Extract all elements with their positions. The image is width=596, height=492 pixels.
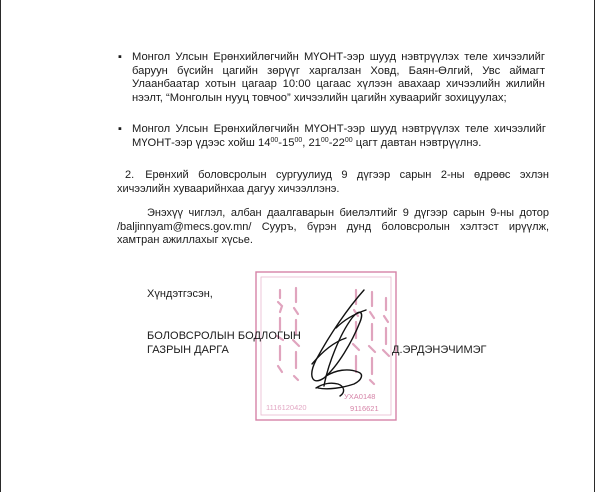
paragraph-number: 2. [125,169,135,181]
signatory-name: Д.ЭРДЭНЭЧИМЭГ [392,344,487,356]
bullet2-text-a: Монгол Улсын Ерөнхийлөгчийн МҮОНТ-ээр шууд нэвтрүүлэх теле хичээлийг МҮОНТ-ээр үдээс хойш 14 [132,123,546,149]
stamp-code-2: 1116120420 [266,403,307,412]
paragraph-school-start-text: Ерөнхий боловсролын сургуулиуд 9 дүгээр сарын 2-ны өдрөөс эхлэн хичээлийн хуваарийнхаа дагуу хичээллэнэ. [117,169,549,195]
bullet2-text-e: цагт давтан нэвтрүүлнэ. [352,136,482,149]
stamp-code-1: УХА0148 [344,392,376,401]
signatory-title-line2: ГАЗРЫН ДАРГА [147,344,229,356]
official-stamp-with-signature [252,268,400,426]
closing-greeting: Хүндэтгэсэн, [147,288,213,300]
page-border-left [0,0,1,492]
bullet2-text-d: -22 [328,136,345,149]
bullet-marker: ▪ [118,123,122,135]
bullet-item-rebroadcast-times [132,123,546,150]
bullet-item-broadcast-schedule-west: Монгол Улсын Ерөнхийлөгчийн МҮОНТ-ээр шууд нэвтрүүлэх теле хичээлийг баруун бүсийн цагийн зөрүүг харгалзан Ховд, Баян-Өлгий, Увс аймагт Улаанбаатар хотын цагаар 10:00 цагаас хүлээн авахаар хичээлийн жилийн нээлт, “Монголын нууц товчоо” хичээлийн цагийн хуваарийг зохицуулах; [132,51,545,104]
bullet-marker: ▪ [118,51,122,63]
bullet2-sup-c: 00 [320,136,329,144]
bullet2-text-c: , 21 [302,136,321,149]
paragraph-school-start [117,169,549,196]
bullet2-sup-a: 00 [270,136,279,144]
signatory-title-line1: БОЛОВСРОЛЫН БОДЛОГЫН [147,330,301,342]
bullet2-sup-d: 00 [344,136,353,144]
stamp-code-3: 9116621 [350,404,379,413]
page-border-right [594,0,595,492]
handwritten-signature [312,290,366,396]
paragraph-reporting-instruction: Энэхүү чиглэл, албан даалгаварын биелэлтийг 9 дүгээр сарын 9-ны дотор /baljinnyam@mecs.gov.mn/ Сууръ, бүрэн дунд боловсролын хэлтэст ирүүлж, хамтран ажиллахыг хүсье. [117,207,549,247]
bullet2-text-b: -15 [278,136,295,149]
bullet2-sup-b: 00 [294,136,303,144]
